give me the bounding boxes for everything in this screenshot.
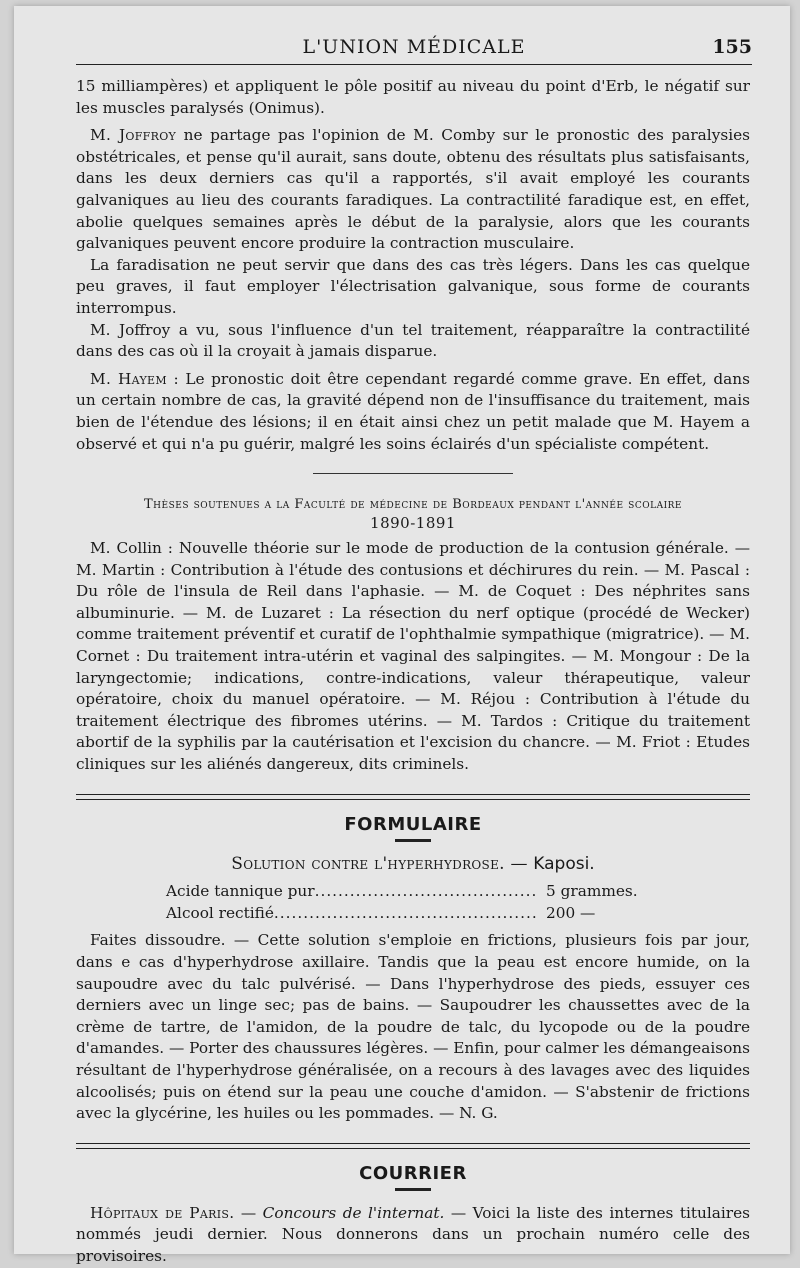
courrier-text: Hôpitaux de Paris. — Concours de l'internat. — Voici la liste des internes titulaires nommés jeudi dernier. Nous donnerons dans un prochain numéro celle des provisoires. (76, 1203, 750, 1265)
courrier-subject: Concours de l'internat. (262, 1203, 445, 1222)
ingredient-name: Alcool rectifié (166, 903, 274, 922)
recipe-row (166, 881, 646, 903)
solution-name: Solution contre l'hyperhydrose. — (231, 853, 528, 874)
solution-author: Kaposi. (533, 853, 595, 874)
paragraph-text: : Le pronostic doit être cependant regardé comme grave. En effet, dans un certain nombre de cas, la gravité dépend non de l'insuffisance du traitement, mais bien de l'étendue des lésions; il en était ainsi chez un petit malade que M. Hayem a observé et qui n'a pu guérir, malgré les soins éclairés d'un spécialiste compétent. (76, 369, 750, 453)
recipe-row (166, 903, 646, 925)
solution-title (76, 854, 750, 876)
speaker-name: M. Joffroy (90, 126, 177, 145)
article-body (76, 76, 750, 1268)
leader-dots (274, 903, 538, 925)
page-number: 155 (712, 36, 752, 58)
double-rule-divider (76, 1143, 750, 1149)
section-divider (313, 473, 513, 474)
journal-title: L'UNION MÉDICALE (302, 36, 526, 58)
paragraph-text: ne partage pas l'opinion de M. Comby sur le pronostic des paralysies obstétricales, et pense qu'il aurait, sans doute, obtenu des résultats plus satisfaisants, dans les deux derniers cas qu'il a rapportés, s'il avait employé les courants galvaniques au lieu des courants faradiques. La contractilité faradique est, en effet, abolie quelques semaines après le début de la paralysie, alors que les courants galvaniques peuvent encore produire la contraction musculaire. (76, 126, 750, 253)
courrier-lead: Hôpitaux de Paris. (90, 1203, 235, 1222)
title-underline (395, 1188, 431, 1191)
speaker-name: M. Hayem (90, 369, 167, 388)
courrier-body: — Voici la liste des internes titulaires nommés jeudi dernier. Nous donnerons dans un prochain numéro celle des provisoires. (76, 1203, 750, 1265)
double-rule-divider (76, 794, 750, 800)
theses-heading (76, 496, 750, 532)
ingredient-name: Acide tannique pur (166, 882, 315, 901)
paragraph-joffroy-vu: M. Joffroy a vu, sous l'influence d'un tel traitement, réapparaître la contractilité dans des cas où il la croyait à jamais disparue. (76, 320, 750, 361)
formulaire-text: Faites dissoudre. — Cette solution s'emploie en frictions, plusieurs fois par jour, dans e cas d'hyperhydrose axillaire. Tandis que la peau est encore humide, on la saupoudre avec du talc pulvérisé. — Dans l'hyperhydrose des pieds, essuyer ces derniers avec un linge sec; pas de bains. — Saupoudrer les chaussettes avec de la crème de tartre, de l'amidon, de la poudre de talc, du lycopode ou de la poudre d'amandes. — Porter des chaussures légères. — Enfin, pour calmer les démangeaisons résultant de l'hyperhydrose généralisée, on a recours à des lavages avec des liquides alcoolisés; puis on étend sur la peau une couche d'amidon. — S'abstenir de frictions avec la glycérine, les huiles ou les pommades. — N. G. (76, 931, 750, 1123)
paragraph-onimus: 15 milliampères) et appliquent le pôle positif au niveau du point d'Erb, le négatif sur les muscles paralysés (Onimus). (76, 77, 750, 117)
paragraph-joffroy (76, 125, 750, 255)
paragraph-hayem (76, 369, 750, 455)
leader-dots (315, 881, 538, 903)
ingredient-qty: 200 — (546, 903, 596, 922)
theses-year: 1890-1891 (370, 514, 456, 533)
title-underline (395, 839, 431, 842)
theses-list: M. Collin : Nouvelle théorie sur le mode de production de la contusion générale. — M. Martin : Contribution à l'étude des contusions et déchirures du rein. — M. Pascal : Du rôle de l'insula de Reil dans l'aphasie. — M. de Coquet : Des néphrites sans albuminurie. — M. de Luzaret : La résection du nerf optique (procédé de Wecker) comme traitement préventif et curatif de l'ophthalmie sympathique (migratrice). — M. Cornet : Du traitement intra-utérin et vaginal des salpingites. — M. Mongour : De la laryngectomie; indications, contre-indications, valeur thérapeutique, valeur opératoire, choix du manuel opératoire. — M. Réjou : Contribution à l'étude du traitement électrique des fibromes utérins. — M. Tardos : Critique du traitement abortif de la syphilis par la cautérisation et l'excision du chancre. — M. Friot : Etudes cliniques sur les aliénés dangereux, dits criminels. (76, 539, 750, 774)
running-header (76, 34, 752, 65)
formulaire-title: FORMULAIRE (344, 813, 482, 835)
courrier-title: COURRIER (359, 1162, 467, 1184)
paragraph-faradisation: La faradisation ne peut servir que dans des cas très légers. Dans les cas quelque peu graves, il faut employer l'électrisation galvanique, sous forme de courants interrompus. (76, 255, 750, 317)
page (14, 6, 790, 1265)
ingredient-qty: 5 grammes. (546, 882, 638, 901)
recipe-list (166, 881, 646, 924)
theses-heading-text: Thèses soutenues a la Faculté de médecine de Bordeaux pendant l'année scolaire (144, 497, 682, 513)
